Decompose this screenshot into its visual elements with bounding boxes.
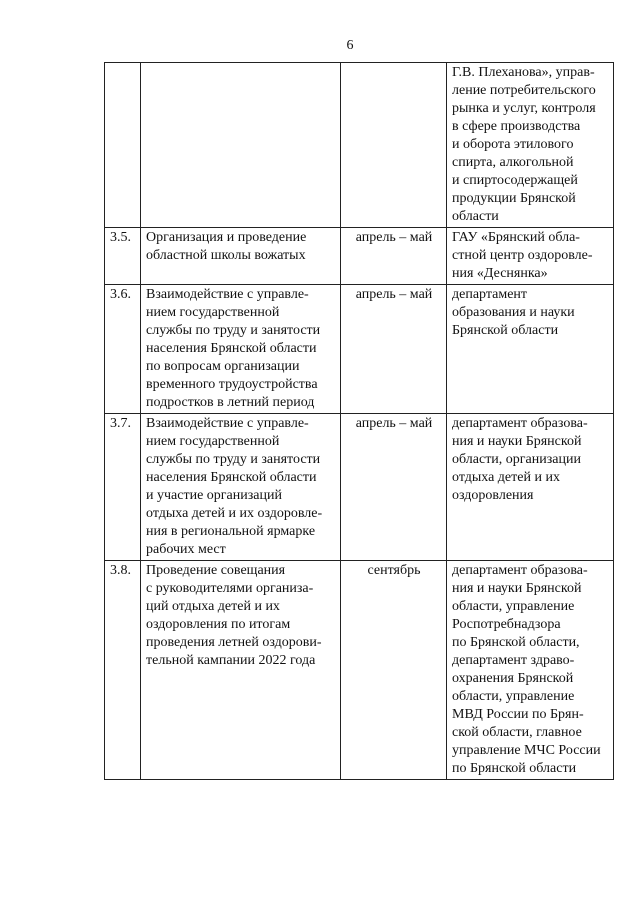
responsible-line: департамент образова- <box>452 563 588 578</box>
event-line: Взаимодействие с управле- <box>146 416 309 431</box>
term-cell <box>341 63 447 228</box>
row-number: 3.6. <box>105 285 141 414</box>
responsible-line: ГАУ «Брянский обла- <box>452 230 580 245</box>
responsible-line: МВД России по Брян- <box>452 707 584 722</box>
responsible-line: оздоровления <box>452 488 534 503</box>
responsible-line: ской области, главное <box>452 725 582 740</box>
responsible-line: рынка и услуг, контроля <box>452 101 596 116</box>
event-line: отдыха детей и их оздоровле- <box>146 506 323 521</box>
responsible-cell <box>447 285 614 414</box>
event-cell <box>141 414 341 561</box>
responsible-line: спирта, алкогольной <box>452 155 574 170</box>
event-line: областной школы вожатых <box>146 248 306 263</box>
event-line: ния в региональной ярмарке <box>146 524 316 539</box>
term-cell: сентябрь <box>341 561 447 780</box>
responsible-line: ния «Деснянка» <box>452 266 548 281</box>
responsible-line: области, организации <box>452 452 581 467</box>
event-line: по вопросам организации <box>146 359 300 374</box>
table-row-continuation <box>105 63 614 228</box>
term-cell: апрель – май <box>341 414 447 561</box>
responsible-cell <box>447 414 614 561</box>
responsible-line: области, управление <box>452 689 575 704</box>
term-cell: апрель – май <box>341 285 447 414</box>
activity-plan-table <box>104 62 614 780</box>
responsible-line: департамент <box>452 287 528 302</box>
event-line: Организация и проведение <box>146 230 307 245</box>
event-line: подростков в летний период <box>146 395 315 410</box>
responsible-cell <box>447 228 614 285</box>
responsible-line: в сфере производства <box>452 119 581 134</box>
responsible-line: Брянской области <box>452 323 559 338</box>
event-line: проведения летней оздорови- <box>146 635 322 650</box>
responsible-line: Г.В. Плеханова», управ- <box>452 65 595 80</box>
responsible-line: стной центр оздоровле- <box>452 248 593 263</box>
event-line: Взаимодействие с управле- <box>146 287 309 302</box>
responsible-line: департамент образова- <box>452 416 588 431</box>
row-number: 3.5. <box>105 228 141 285</box>
event-line: населения Брянской области <box>146 341 317 356</box>
event-cell <box>141 228 341 285</box>
responsible-line: охранения Брянской <box>452 671 574 686</box>
responsible-line: по Брянской области <box>452 761 577 776</box>
event-cell <box>141 63 341 228</box>
responsible-line: по Брянской области, <box>452 635 580 650</box>
responsible-line: ния и науки Брянской <box>452 581 582 596</box>
table-row-3-8 <box>105 561 614 780</box>
event-line: нием государственной <box>146 305 280 320</box>
table-row-3-7 <box>105 414 614 561</box>
event-line: ций отдыха детей и их <box>146 599 280 614</box>
responsible-line: образования и науки <box>452 305 575 320</box>
event-line: Проведение совещания <box>146 563 286 578</box>
event-cell <box>141 561 341 780</box>
responsible-line: отдыха детей и их <box>452 470 560 485</box>
responsible-line: и спиртосодержащей <box>452 173 578 188</box>
event-cell <box>141 285 341 414</box>
event-line: населения Брянской области <box>146 470 317 485</box>
responsible-line: департамент здраво- <box>452 653 575 668</box>
event-line: службы по труду и занятости <box>146 452 321 467</box>
row-number <box>105 63 141 228</box>
responsible-line: и оборота этилового <box>452 137 574 152</box>
page-number: 6 <box>346 38 354 53</box>
event-line: и участие организаций <box>146 488 282 503</box>
responsible-line: области, управление <box>452 599 575 614</box>
event-line: с руководителями организа- <box>146 581 314 596</box>
event-line: оздоровления по итогам <box>146 617 291 632</box>
event-line: службы по труду и занятости <box>146 323 321 338</box>
responsible-line: продукции Брянской <box>452 191 576 206</box>
responsible-line: управление МЧС России <box>452 743 601 758</box>
event-line: временного трудоустройства <box>146 377 318 392</box>
table-row-3-5 <box>105 228 614 285</box>
responsible-line: Роспотребнадзора <box>452 617 561 632</box>
row-number: 3.8. <box>105 561 141 780</box>
responsible-line: ния и науки Брянской <box>452 434 582 449</box>
term-cell: апрель – май <box>341 228 447 285</box>
table-row-3-6 <box>105 285 614 414</box>
event-line: рабочих мест <box>146 542 226 557</box>
responsible-line: области <box>452 209 499 224</box>
responsible-cell <box>447 63 614 228</box>
event-line: тельной кампании 2022 года <box>146 653 316 668</box>
event-line: нием государственной <box>146 434 280 449</box>
responsible-cell <box>447 561 614 780</box>
responsible-line: ление потребительского <box>452 83 596 98</box>
row-number: 3.7. <box>105 414 141 561</box>
